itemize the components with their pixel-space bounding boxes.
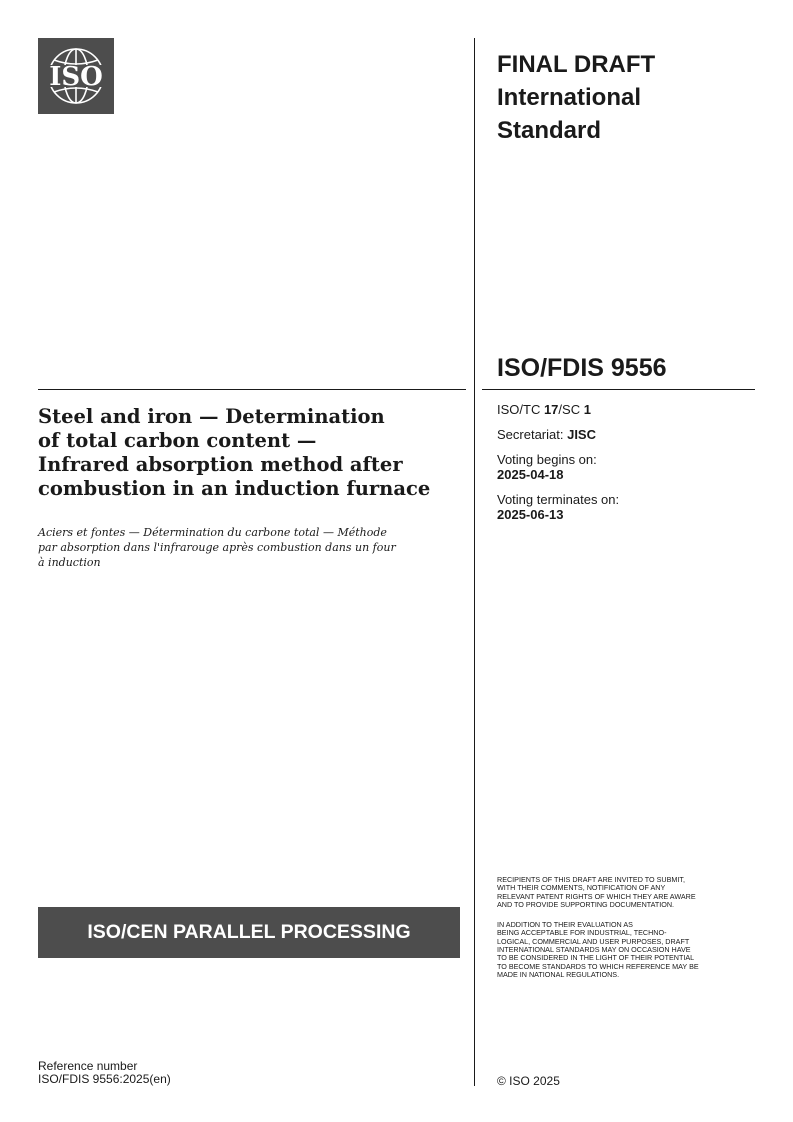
title-line-1: Steel and iron — Determination: [38, 405, 385, 428]
french-title-line-2: par absorption dans l'infrarouge après combustion dans un four: [38, 541, 396, 554]
stage-line-1: FINAL DRAFT: [497, 51, 656, 78]
document-title: [38, 405, 458, 501]
notice-line: WITH THEIR COMMENTS, NOTIFICATION OF ANY: [497, 883, 666, 893]
french-title-line-1: Aciers et fontes — Détermination du carbone total — Méthode: [38, 526, 387, 539]
secretariat-label: Secretariat:: [497, 427, 568, 442]
voting-terminates-row: [497, 492, 747, 522]
voting-begins-label: Voting begins on:: [497, 452, 597, 467]
reference-label: Reference number: [38, 1059, 138, 1073]
title-line-3: Infrared absorption method after: [38, 453, 403, 476]
voting-begins-value: 2025-04-18: [497, 467, 564, 482]
vertical-divider: [474, 38, 475, 1086]
horizontal-divider-left: [38, 389, 466, 390]
reference-value: ISO/FDIS 9556:2025(en): [38, 1072, 171, 1086]
notice-line: RECIPIENTS OF THIS DRAFT ARE INVITED TO SUBMIT,: [497, 875, 685, 884]
french-title: [38, 525, 458, 570]
notice-line: LOGICAL, COMMERCIAL AND USER PURPOSES, DRAFT: [497, 936, 690, 946]
notice-line: TO BE CONSIDERED IN THE LIGHT OF THEIR POTENTIAL: [497, 953, 695, 963]
voting-begins-row: [497, 452, 747, 482]
parallel-processing-banner: ISO/CEN PARALLEL PROCESSING: [38, 907, 460, 958]
notice-line: MADE IN NATIONAL REGULATIONS.: [497, 969, 620, 979]
committee-row: [497, 402, 747, 417]
notice-line: BEING ACCEPTABLE FOR INDUSTRIAL, TECHNO-: [497, 928, 667, 938]
copyright-notice: © ISO 2025: [497, 1074, 560, 1088]
draft-notice: [497, 872, 755, 983]
secretariat-row: [497, 427, 747, 442]
committee-tc: 17: [543, 402, 559, 417]
notice-line: RELEVANT PATENT RIGHTS OF WHICH THEY ARE AWARE: [497, 891, 696, 901]
committee-sc: 1: [583, 402, 591, 417]
document-stage-title: [497, 48, 655, 147]
stage-line-2: International: [497, 84, 642, 111]
document-number: ISO/FDIS 9556: [497, 354, 667, 382]
secretariat-value: JISC: [567, 427, 596, 442]
iso-logo-text: ISO: [49, 62, 103, 92]
title-line-2: of total carbon content —: [38, 429, 317, 452]
committee-mid: /SC: [558, 402, 584, 417]
french-title-line-3: à induction: [38, 556, 101, 569]
document-meta: [497, 402, 747, 532]
committee-prefix: ISO/TC: [497, 402, 544, 417]
notice-line: IN ADDITION TO THEIR EVALUATION AS: [497, 920, 633, 930]
voting-terminates-label: Voting terminates on:: [497, 492, 620, 507]
reference-number: [38, 1060, 171, 1086]
title-line-4: combustion in an induction furnace: [38, 477, 431, 500]
notice-line: AND TO PROVIDE SUPPORTING DOCUMENTATION.: [497, 899, 675, 909]
iso-globe-icon: [38, 38, 114, 114]
horizontal-divider-right: [482, 389, 755, 390]
stage-line-3: Standard: [497, 117, 602, 144]
iso-logo: [38, 38, 114, 114]
notice-line: TO BECOME STANDARDS TO WHICH REFERENCE MAY BE: [497, 961, 699, 971]
notice-line: INTERNATIONAL STANDARDS MAY ON OCCASION HAVE: [497, 945, 691, 955]
voting-terminates-value: 2025-06-13: [497, 507, 564, 522]
